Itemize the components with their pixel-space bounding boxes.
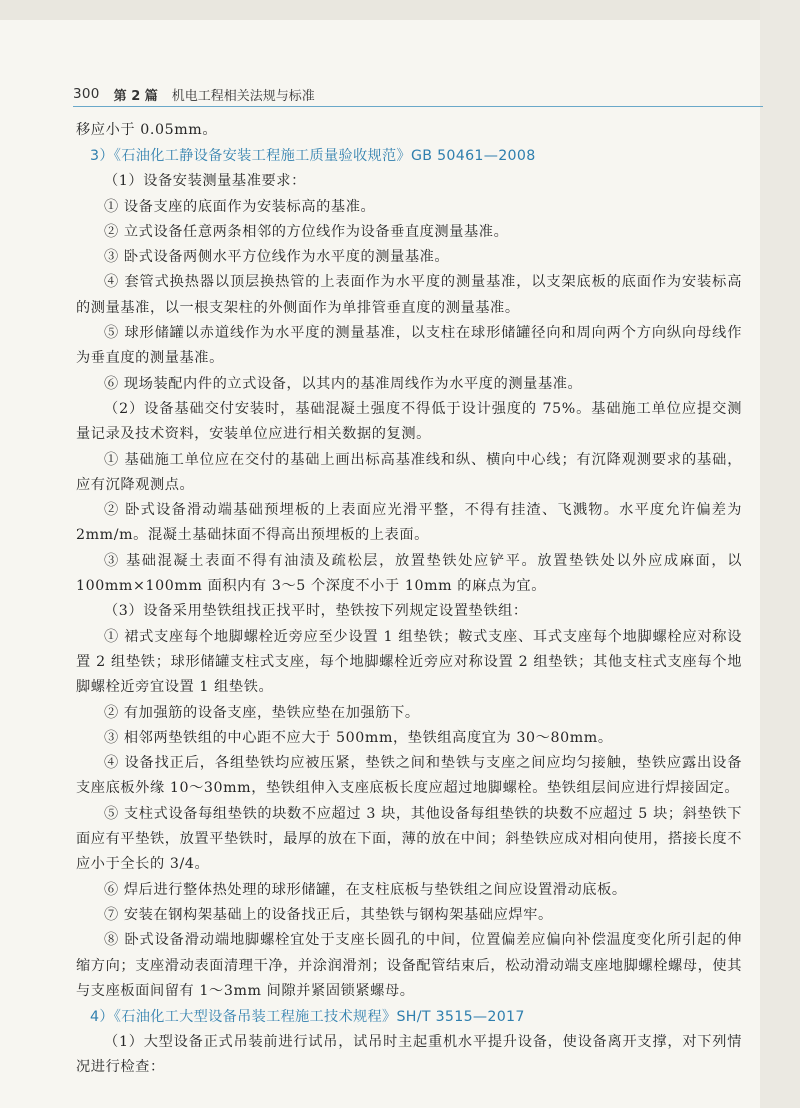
- paragraph: ① 基础施工单位应在交付的基础上画出标高基准线和纵、横向中心线；有沉降观测要求的基础，应有沉降观测点。: [76, 451, 742, 493]
- paragraph: ⑥ 现场装配内件的立式设备，以其内的基准周线作为水平度的测量基准。: [104, 375, 583, 392]
- paragraph: ① 设备支座的底面作为安装标高的基准。: [104, 198, 376, 215]
- paragraph: ⑤ 球形储罐以赤道线作为水平度的测量基准，以支柱在球形储罐径向和周向两个方向纵向母线作为垂直度的测量基准。: [76, 325, 742, 367]
- scan-top-margin: [0, 0, 800, 20]
- running-header: [73, 82, 315, 106]
- paragraph: ④ 套管式换热器以顶层换热管的上表面作为水平度的测量基准，以支架底板的底面作为安装标高的测量基准，以一根支架柱的外侧面作为单排管垂直度的测量基准。: [76, 274, 742, 316]
- paragraph: ② 卧式设备滑动端基础预埋板的上表面应光滑平整，不得有挂渣、飞溅物。水平度允许偏差为 2mm/m。混凝土基础抹面不得高出预埋板的上表面。: [76, 502, 742, 544]
- paragraph: ① 裙式支座每个地脚螺栓近旁应至少设置 1 组垫铁；鞍式支座、耳式支座每个地脚螺栓应对称设置 2 组垫铁；球形储罐支柱式支座，每个地脚螺栓近旁应对称设置 2 组垫铁；其他支柱式支座每个地脚螺栓近旁宜设置 1 组垫铁。: [76, 628, 742, 696]
- chapter-label: 第 2 篇: [113, 88, 158, 104]
- paragraph: ② 有加强筋的设备支座，垫铁应垫在加强筋下。: [104, 704, 420, 721]
- paragraph: （1）大型设备正式吊装前进行试吊，试吊时主起重机水平提升设备，使设备离开支撑，对下列情况进行检查：: [76, 1034, 742, 1076]
- body-text: [76, 118, 742, 1081]
- paragraph: （2）设备基础交付安装时，基础混凝土强度不得低于设计强度的 75%。基础施工单位应提交测量记录及技术资料，安装单位应进行相关数据的复测。: [76, 400, 742, 443]
- paragraph: ⑤ 支柱式设备每组垫铁的块数不应超过 3 块，其他设备每组垫铁的块数不应超过 5 块；斜垫铁下面应有平垫铁，放置平垫铁时，最厚的放在下面，薄的放在中间；斜垫铁应成对相向使用，搭接长度不应小于全长的 3/4。: [76, 805, 742, 873]
- section-heading: 4）《石油化工大型设备吊装工程施工技术规程》SH/T 3515—2017: [90, 1009, 525, 1026]
- scan-right-margin: [760, 0, 800, 1108]
- section-heading: 3）《石油化工静设备安装工程施工质量验收规范》GB 50461—2008: [90, 148, 536, 165]
- paragraph: ③ 卧式设备两侧水平方位线作为水平度的测量基准。: [104, 249, 450, 266]
- paragraph: （3）设备采用垫铁组找正找平时，垫铁按下列规定设置垫铁组：: [104, 603, 528, 620]
- paragraph: 移应小于 0.05mm。: [76, 122, 218, 138]
- paragraph: ⑥ 焊后进行整体热处理的球形储罐，在支柱底板与垫铁组之间应设置滑动底板。: [104, 881, 627, 898]
- page-number: 300: [73, 86, 100, 102]
- paragraph: ③ 基础混凝土表面不得有油渍及疏松层，放置垫铁处应铲平。放置垫铁处以外应成麻面，以 100mm×100mm 面积内有 3～5 个深度不小于 10mm 的麻点为宜。: [76, 552, 742, 595]
- header-rule: [73, 106, 763, 107]
- paragraph: ⑧ 卧式设备滑动端地脚螺栓宜处于支座长圆孔的中间，位置偏差应偏向补偿温度变化所引起的伸缩方向；支座滑动表面清理干净，并涂润滑剂；设备配管结束后，松动滑动端支座地脚螺栓螺母，使其与支座板面间留有 1～3mm 间隙并紧固锁紧螺母。: [76, 932, 742, 999]
- paragraph: ⑦ 安装在钢构架基础上的设备找正后，其垫铁与钢构架基础应焊牢。: [104, 906, 553, 923]
- paragraph: ② 立式设备任意两条相邻的方位线作为设备垂直度测量基准。: [104, 223, 509, 240]
- paragraph: ④ 设备找正后，各组垫铁均应被压紧，垫铁之间和垫铁与支座之间应均匀接触，垫铁应露出设备支座底板外缘 10～30mm，垫铁组伸入支座底板长度应超过地脚螺栓。垫铁组层间应进行焊接固定。: [76, 755, 742, 797]
- paragraph: ③ 相邻两垫铁组的中心距不应大于 500mm，垫铁组高度宜为 30～80mm。: [104, 729, 613, 746]
- paragraph: （1）设备安装测量基准要求：: [104, 173, 306, 190]
- chapter-title: 机电工程相关法规与标准: [171, 88, 315, 104]
